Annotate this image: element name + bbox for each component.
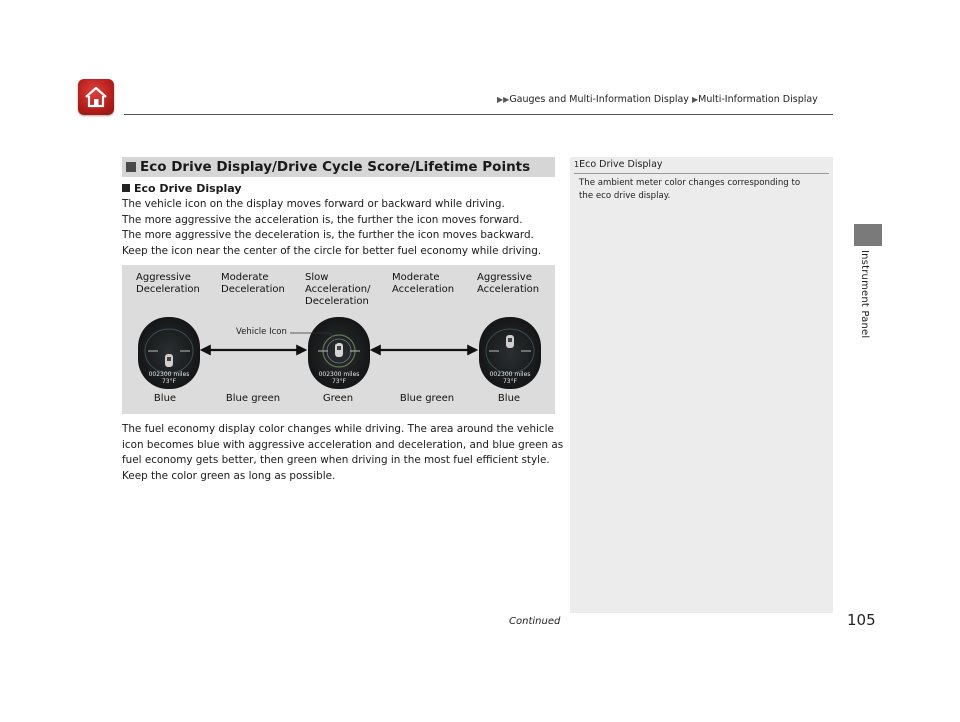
subsection-heading [122, 182, 242, 195]
sidebar-title: 1Eco Drive Display [574, 159, 663, 170]
breadcrumb-arrow-icon: ▶▶ [497, 95, 510, 104]
figure-label: Moderate Acceleration [392, 272, 455, 295]
body-line: icon becomes blue with aggressive acceleration and deceleration, and blue green as [122, 438, 564, 451]
odometer-readout: 002300 miles [318, 371, 360, 378]
page-number: 105 [847, 611, 876, 629]
home-icon [83, 85, 109, 109]
figure-arrows [122, 265, 555, 414]
body-line: Keep the icon near the center of the circle for better fuel economy while driving. [122, 245, 542, 258]
body-line: The more aggressive the deceleration is, the further the icon moves backward. [122, 229, 534, 242]
breadcrumb [497, 94, 818, 105]
chapter-tab [854, 224, 882, 246]
eco-drive-figure [122, 265, 555, 414]
section-heading [122, 157, 555, 177]
body-line: The more aggressive the acceleration is, the further the icon moves forward. [122, 213, 523, 226]
home-button[interactable] [78, 79, 114, 115]
body-line: fuel economy gets better, then green when driving in the most fuel efficient style. [122, 454, 550, 467]
breadcrumb-item[interactable]: Gauges and Multi-Information Display [509, 94, 689, 105]
note-marker-icon: 1 [574, 160, 580, 169]
breadcrumb-item[interactable]: Multi-Information Display [698, 94, 818, 105]
subsection-title: Eco Drive Display [134, 182, 242, 195]
figure-label: Moderate Deceleration [221, 272, 285, 295]
body-line: The fuel economy display color changes while driving. The area around the vehicle [122, 423, 554, 435]
temperature-readout: 73°F [502, 378, 518, 385]
sidebar-divider [574, 173, 829, 174]
continued-label: Continued [509, 616, 561, 627]
figure-color-label: Blue [153, 393, 177, 404]
section-title: Eco Drive Display/Drive Cycle Score/Lifetime Points [140, 159, 531, 175]
figure-label: Aggressive Deceleration [136, 272, 200, 295]
sidebar-text: The ambient meter color changes corresponding to the eco drive display. [579, 178, 801, 201]
vehicle-icon-callout: Vehicle Icon [236, 327, 287, 337]
figure-color-label: Blue [497, 393, 521, 404]
sidebar-note [570, 157, 833, 613]
subsection-square-icon [122, 184, 130, 192]
figure-label: Aggressive Acceleration [477, 272, 540, 295]
odometer-readout: 002300 miles [148, 371, 190, 378]
breadcrumb-arrow-icon: ▶ [691, 95, 699, 104]
figure-color-label: Blue green [399, 393, 455, 404]
figure-label: Slow Acceleration/ Deceleration [305, 272, 371, 307]
temperature-readout: 73°F [331, 378, 347, 385]
chapter-tab-label: Instrument Panel [859, 250, 870, 339]
body-line: Keep the color green as long as possible. [122, 470, 336, 483]
temperature-readout: 73°F [161, 378, 177, 385]
body-line: The vehicle icon on the display moves forward or backward while driving. [122, 198, 505, 210]
section-square-icon [126, 162, 136, 172]
figure-color-label: Blue green [225, 393, 281, 404]
odometer-readout: 002300 miles [489, 371, 531, 378]
header-divider [124, 114, 833, 115]
callout-leader-line [290, 333, 337, 344]
figure-color-label: Green [322, 393, 354, 404]
